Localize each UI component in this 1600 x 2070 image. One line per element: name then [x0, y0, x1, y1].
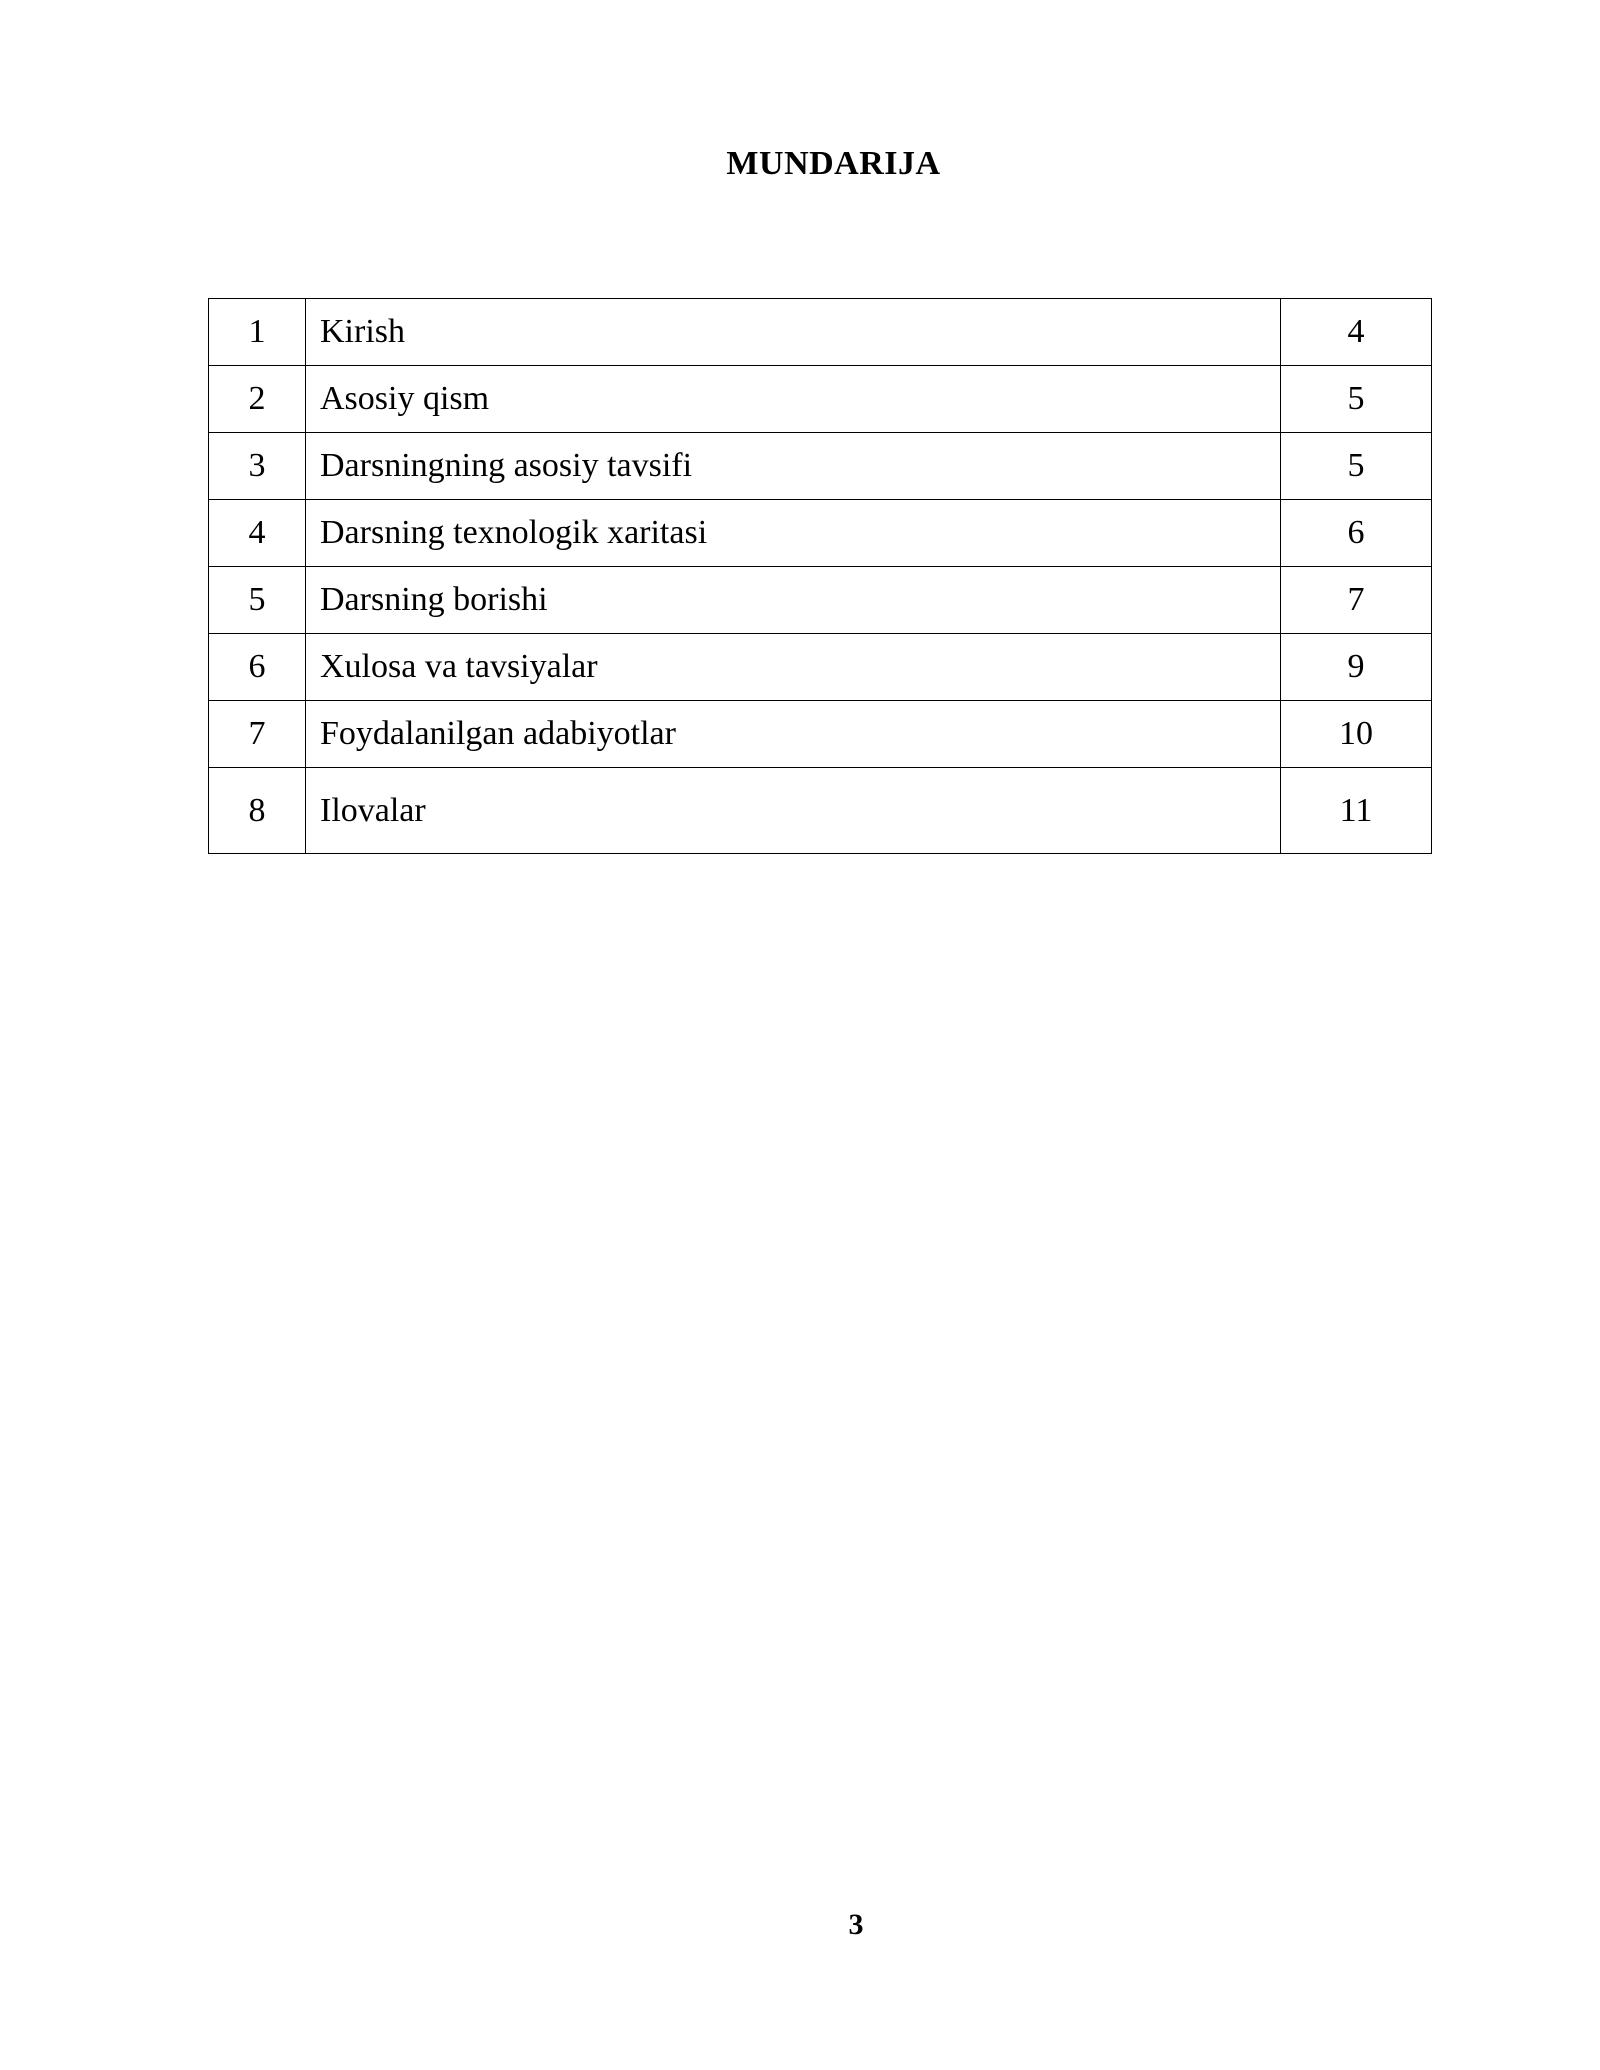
page-title: MUNDARIJA — [726, 145, 941, 182]
toc-row — [209, 433, 1432, 500]
toc-row — [209, 768, 1432, 854]
toc-row-page: 4 — [1281, 299, 1432, 366]
page-number: 3 — [848, 1908, 864, 1941]
toc-row-title: Darsning borishi — [306, 567, 1281, 634]
toc-row — [209, 366, 1432, 433]
toc-row-title: Ilovalar — [306, 768, 1281, 854]
toc-row-title: Kirish — [306, 299, 1281, 366]
toc-row-title: Darsningning asosiy tavsifi — [306, 433, 1281, 500]
toc-row-page: 6 — [1281, 500, 1432, 567]
toc-row — [209, 299, 1432, 366]
toc-row-title: Foydalanilgan adabiyotlar — [306, 701, 1281, 768]
toc-row-title: Asosiy qism — [306, 366, 1281, 433]
table-of-contents — [208, 298, 1432, 854]
toc-row-page: 7 — [1281, 567, 1432, 634]
toc-row-number: 1 — [209, 299, 306, 366]
toc-row-page: 11 — [1281, 768, 1432, 854]
toc-row-number: 2 — [209, 366, 306, 433]
toc-row-page: 10 — [1281, 701, 1432, 768]
toc-row-page: 9 — [1281, 634, 1432, 701]
toc-row-title: Xulosa va tavsiyalar — [306, 634, 1281, 701]
toc-row — [209, 567, 1432, 634]
toc-row-number: 7 — [209, 701, 306, 768]
toc-row — [209, 634, 1432, 701]
toc-row-number: 5 — [209, 567, 306, 634]
toc-row-number: 3 — [209, 433, 306, 500]
toc-row-number: 6 — [209, 634, 306, 701]
toc-row-page: 5 — [1281, 366, 1432, 433]
toc-row-number: 8 — [209, 768, 306, 854]
toc-row — [209, 701, 1432, 768]
toc-row-page: 5 — [1281, 433, 1432, 500]
toc-row — [209, 500, 1432, 567]
toc-row-number: 4 — [209, 500, 306, 567]
toc-row-title: Darsning texnologik xaritasi — [306, 500, 1281, 567]
